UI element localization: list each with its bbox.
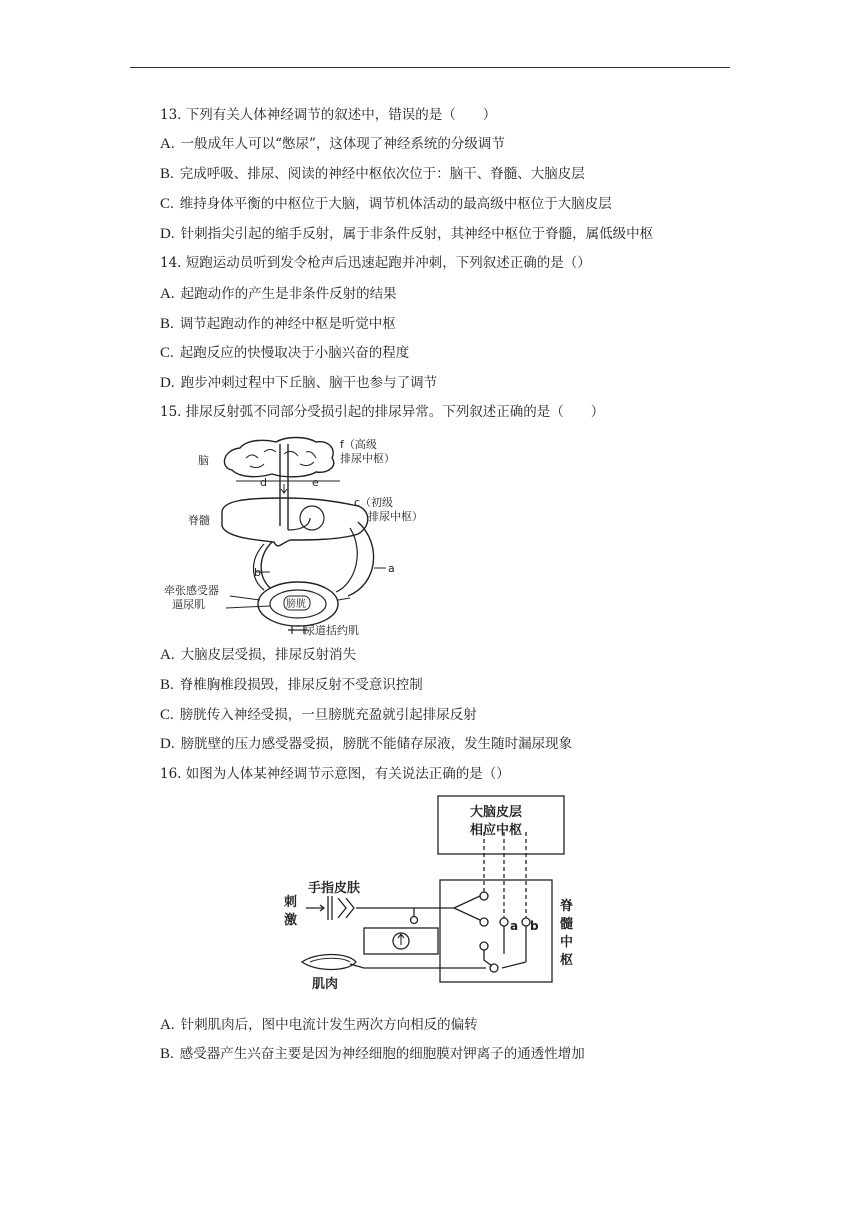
option-text: 跑步冲刺过程中下丘脑、脑干也参与了调节 xyxy=(180,375,438,391)
option-text: 针刺肌肉后，图中电流计发生两次方向相反的偏转 xyxy=(180,1017,478,1033)
brain-shape xyxy=(224,438,333,477)
q15-option-d[interactable] xyxy=(160,736,572,752)
q16-stem: 16. 如图为人体某神经调节示意图，有关说法正确的是（） xyxy=(160,766,510,782)
q16-option-a[interactable] xyxy=(160,1017,478,1033)
label-a: a xyxy=(388,562,395,575)
q15-option-c[interactable] xyxy=(160,707,477,723)
label-spinal-4: 枢 xyxy=(560,953,574,968)
option-key: B. xyxy=(160,1046,174,1062)
option-text: 感受器产生兴奋主要是因为神经细胞的细胞膜对钾离子的通透性增加 xyxy=(179,1046,585,1062)
q13-option-c[interactable] xyxy=(160,196,612,212)
q16-option-b[interactable] xyxy=(160,1046,585,1062)
option-text: 大脑皮层受损，排尿反射消失 xyxy=(180,647,357,663)
option-key: D. xyxy=(160,375,175,391)
option-key: C. xyxy=(160,345,174,361)
q15-option-a[interactable] xyxy=(160,647,356,663)
micturition-reflex-diagram xyxy=(160,434,450,638)
label-cortex2: 相应中枢 xyxy=(470,823,523,838)
option-text: 膀胱传入神经受损，一旦膀胱充盈就引起排尿反射 xyxy=(179,707,477,723)
label-f2: 排尿中枢） xyxy=(340,452,395,465)
q14-option-c[interactable] xyxy=(160,345,409,361)
q13-option-a[interactable] xyxy=(160,136,505,152)
label-c1: c（初级 xyxy=(354,496,394,509)
q13-option-d[interactable] xyxy=(160,226,653,242)
option-key: B. xyxy=(160,316,174,332)
label-spinal-2: 髓 xyxy=(560,917,574,932)
label-receptor: 牵张感受器 xyxy=(164,584,219,597)
label-muscle: 肌肉 xyxy=(312,977,339,992)
option-text: 脊椎胸椎段损毁，排尿反射不受意识控制 xyxy=(179,677,423,693)
label-cortex1: 大脑皮层 xyxy=(470,805,523,820)
label-spinal-1: 脊 xyxy=(560,899,574,914)
label-bladder: 膀胱 xyxy=(286,599,306,610)
label-f1: f（高级 xyxy=(340,438,377,451)
q14-option-d[interactable] xyxy=(160,375,437,391)
option-text: 维持身体平衡的中枢位于大脑，调节机体活动的最高级中枢位于大脑皮层 xyxy=(179,196,612,212)
option-text: 针刺指尖引起的缩手反射，属于非条件反射，其神经中枢位于脊髓，属低级中枢 xyxy=(180,226,654,242)
option-key: B. xyxy=(160,166,174,182)
option-key: A. xyxy=(160,1017,175,1033)
label-brain: 脑 xyxy=(198,454,209,467)
option-key: A. xyxy=(160,136,175,152)
option-text: 一般成年人可以“憋尿”，这体现了神经系统的分级调节 xyxy=(180,136,505,152)
option-key: C. xyxy=(160,707,174,723)
label-a: a xyxy=(510,919,519,933)
q14-option-a[interactable] xyxy=(160,286,397,302)
label-d: d xyxy=(260,476,267,489)
label-e: e xyxy=(312,476,319,489)
q13-stem: 13. 下列有关人体神经调节的叙述中，错误的是（ ） xyxy=(160,107,497,123)
label-stim1: 刺 xyxy=(284,895,298,910)
option-key: D. xyxy=(160,736,175,752)
option-text: 膀胱壁的压力感受器受损，膀胱不能储存尿液，发生随时漏尿现象 xyxy=(180,736,573,752)
label-c2: 排尿中枢） xyxy=(368,510,423,523)
option-text: 起跑反应的快慢取决于小脑兴奋的程度 xyxy=(179,345,410,361)
option-text: 起跑动作的产生是非条件反射的结果 xyxy=(180,286,397,302)
option-key: A. xyxy=(160,286,175,302)
option-key: D. xyxy=(160,226,175,242)
q14-option-b[interactable] xyxy=(160,316,396,332)
spinal-cord-shape xyxy=(222,498,368,546)
label-spinal-3: 中 xyxy=(560,935,574,950)
header-rule xyxy=(130,67,730,68)
option-key: C. xyxy=(160,196,174,212)
q15-option-b[interactable] xyxy=(160,677,423,693)
option-text: 调节起跑动作的神经中枢是听觉中枢 xyxy=(179,316,396,332)
label-sphincter: 尿道括约肌 xyxy=(304,624,359,637)
option-key: A. xyxy=(160,647,175,663)
label-b: b xyxy=(254,566,261,579)
q14-stem: 14. 短跑运动员听到发令枪声后迅速起跑并冲刺，下列叙述正确的是（） xyxy=(160,255,591,271)
q13-option-b[interactable] xyxy=(160,166,585,182)
option-key: B. xyxy=(160,677,174,693)
label-b: b xyxy=(530,919,539,933)
neural-regulation-diagram xyxy=(280,792,600,992)
option-text: 完成呼吸、排尿、阅读的神经中枢依次位于：脑干、脊髓、大脑皮层 xyxy=(179,166,585,182)
q15-stem: 15. 排尿反射弧不同部分受损引起的排尿异常。下列叙述正确的是（ ） xyxy=(160,404,605,420)
label-detrusor: 逼尿肌 xyxy=(172,598,205,611)
label-stim2: 激 xyxy=(284,913,298,928)
label-spine: 脊髓 xyxy=(188,514,210,527)
label-skin: 手指皮肤 xyxy=(308,881,361,896)
